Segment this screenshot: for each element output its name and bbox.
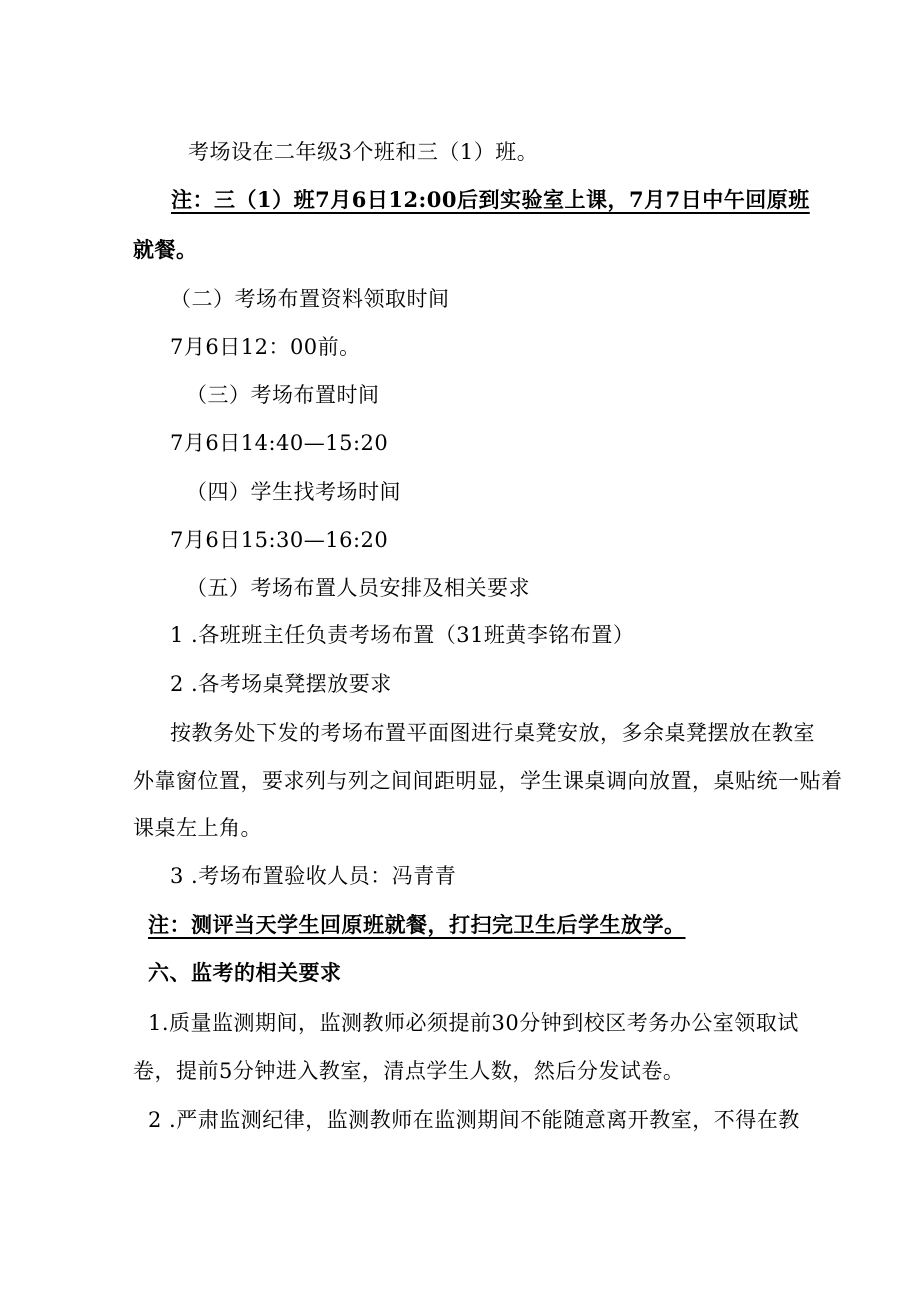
invigilation-item-1-line-1: 1.质量监测期间，监测教师必须提前30分钟到校区考务办公室领取试: [148, 1011, 799, 1035]
setup-time: 7月6日14:40—15:20: [170, 431, 389, 455]
section-heading-invigilation: 六、监考的相关要求: [148, 960, 342, 985]
invigilation-item-2-line-1: 2 .严肃监测纪律，监测教师在监测期间不能随意离开教室，不得在教: [148, 1108, 800, 1132]
venue-line: 考场设在二年级3个班和三（1）班。: [188, 140, 539, 164]
note-dining-dismissal: 注：测评当天学生回原班就餐，打扫完卫生后学生放学。: [148, 912, 686, 937]
note-continuation: 就餐。: [133, 237, 198, 262]
section-heading-materials: （二）考场布置资料领取时间: [170, 287, 450, 311]
invigilation-item-1-line-2: 卷，提前5分钟进入教室，清点学生人数，然后分发试卷。: [133, 1059, 685, 1083]
desk-paragraph-line-2: 外靠窗位置，要求列与列之间间距明显，学生课桌调向放置，桌贴统一贴着: [133, 769, 843, 793]
section-heading-staff: （五）考场布置人员安排及相关要求: [186, 576, 530, 600]
section-heading-student-time: （四）学生找考场时间: [186, 480, 401, 504]
desk-paragraph-line-3: 课桌左上角。: [133, 816, 262, 840]
desk-paragraph-line-1: 按教务处下发的考场布置平面图进行桌凳安放，多余桌凳摆放在教室: [170, 721, 815, 745]
materials-time: 7月6日12：00前。: [170, 335, 361, 359]
note-class-31-schedule: 注：三（1）班7月6日12:00后到实验室上课，7月7日中午回原班: [171, 187, 810, 212]
staff-item-2: 2 .各考场桌凳摆放要求: [170, 672, 392, 696]
staff-item-3: 3 .考场布置验收人员：冯青青: [170, 864, 457, 888]
student-time: 7月6日15:30—16:20: [170, 528, 389, 552]
staff-item-1: 1 .各班班主任负责考场布置（31班黄李铭布置）: [170, 623, 635, 647]
section-heading-setup-time: （三）考场布置时间: [186, 383, 380, 407]
